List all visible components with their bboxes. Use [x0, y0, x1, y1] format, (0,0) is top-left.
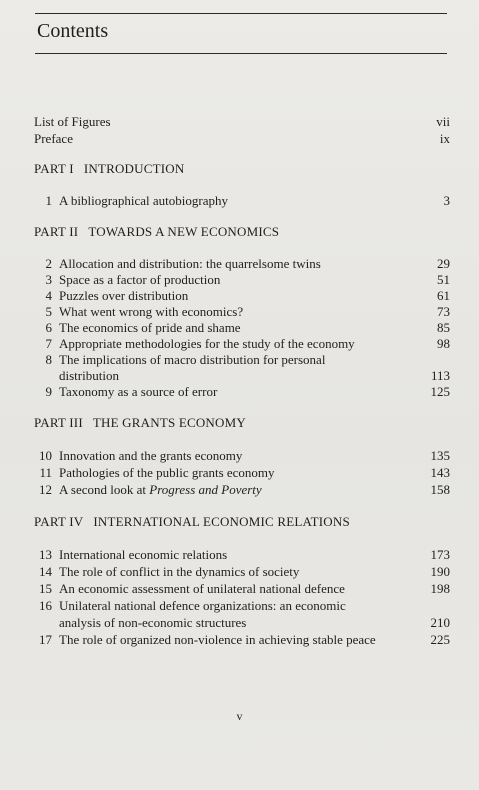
- chapter-title-line2: distribution: [59, 368, 119, 383]
- chapter-page: 125: [430, 384, 450, 399]
- chapter-title: Space as a factor of production: [59, 272, 221, 287]
- chapter-title: A bibliographical autobiography: [59, 193, 228, 208]
- part-heading-3: [34, 414, 450, 432]
- chapter-page: 85: [437, 320, 450, 335]
- chapter-number: 11: [39, 465, 52, 480]
- chapter-page: 113: [430, 368, 450, 383]
- part-title: TOWARDS A NEW ECONOMICS: [88, 224, 280, 239]
- toc-entry-14: [34, 563, 450, 581]
- chapter-title-italic: Progress and Poverty: [149, 482, 262, 497]
- chapter-page: 190: [430, 564, 450, 579]
- chapter-title: Allocation and distribution: the quarrelsome twins: [59, 256, 321, 271]
- chapter-page: 51: [437, 272, 450, 287]
- chapter-number: 2: [45, 256, 52, 271]
- chapter-title: Puzzles over distribution: [59, 288, 189, 303]
- part-label: PART IV: [34, 514, 84, 529]
- part-label: PART I: [34, 161, 74, 176]
- chapter-title: Innovation and the grants economy: [59, 448, 243, 463]
- chapter-number: 7: [45, 336, 52, 351]
- chapter-number: 9: [45, 384, 52, 399]
- toc-entry-1: [34, 192, 450, 210]
- chapter-page: 143: [430, 465, 450, 480]
- chapter-number: 5: [45, 304, 52, 319]
- toc-entry-12: [34, 481, 450, 499]
- chapter-page: 61: [437, 288, 450, 303]
- chapter-title: The role of organized non-violence in achieving stable peace: [59, 632, 376, 647]
- part-title: THE GRANTS ECONOMY: [92, 415, 246, 430]
- chapter-number: 14: [39, 564, 52, 579]
- chapter-number: 10: [39, 448, 52, 463]
- chapter-number: 8: [45, 352, 52, 367]
- chapter-number: 17: [39, 632, 52, 647]
- chapter-title: Taxonomy as a source of error: [59, 384, 218, 399]
- toc-entry-17: [34, 631, 450, 649]
- chapter-number: 6: [45, 320, 52, 335]
- toc-entry-16-line1: [34, 597, 450, 615]
- toc-entry-title: Preface: [34, 131, 73, 146]
- chapter-title: The economics of pride and shame: [59, 320, 241, 335]
- toc-entry-13: [34, 546, 450, 564]
- chapter-page: 3: [443, 193, 450, 208]
- toc-entry-15: [34, 580, 450, 598]
- part-label: PART II: [34, 224, 79, 239]
- part-heading-4: [34, 513, 450, 531]
- chapter-number: 13: [39, 547, 52, 562]
- chapter-number: 4: [45, 288, 52, 303]
- chapter-number: 1: [45, 193, 52, 208]
- chapter-title: The role of conflict in the dynamics of society: [59, 564, 300, 579]
- toc-entry-preface: [34, 130, 450, 148]
- page-folio: v: [236, 709, 243, 723]
- part-heading-1: [34, 160, 450, 178]
- chapter-title-line1: Unilateral national defence organizations: an economic: [59, 598, 346, 613]
- toc-entry-16-line2: [34, 614, 450, 632]
- toc-entry-title: List of Figures: [34, 114, 111, 129]
- chapter-title-prefix: A second look at: [59, 482, 150, 497]
- chapter-page: 135: [430, 448, 450, 463]
- top-rule: [35, 13, 447, 14]
- toc-entry-page: vii: [436, 114, 450, 129]
- chapter-title: Appropriate methodologies for the study of the economy: [59, 336, 355, 351]
- title-underline-rule: [35, 53, 447, 54]
- chapter-title: [59, 481, 398, 499]
- chapter-title: International economic relations: [59, 547, 228, 562]
- page-title: Contents: [37, 20, 109, 42]
- part-title: INTERNATIONAL ECONOMIC RELATIONS: [93, 514, 350, 529]
- toc-entry-list-of-figures: [34, 113, 450, 131]
- chapter-page: 158: [430, 482, 450, 497]
- chapter-title: An economic assessment of unilateral national defence: [59, 581, 345, 596]
- part-label: PART III: [34, 415, 83, 430]
- chapter-number: 3: [45, 272, 52, 287]
- part-heading-2: [34, 223, 450, 241]
- chapter-page: 29: [437, 256, 450, 271]
- chapter-title-line2: analysis of non-economic structures: [59, 615, 247, 630]
- chapter-title: What went wrong with economics?: [59, 304, 244, 319]
- chapter-number: 12: [39, 482, 52, 497]
- chapter-number: 16: [39, 598, 52, 613]
- chapter-title: Pathologies of the public grants economy: [59, 465, 275, 480]
- chapter-page: 98: [437, 336, 450, 351]
- toc-entry-page: ix: [439, 131, 450, 146]
- toc-entry-9: [34, 383, 450, 401]
- chapter-page: 198: [430, 581, 450, 596]
- chapter-number: 15: [39, 581, 52, 596]
- chapter-title-line1: The implications of macro distribution for personal: [59, 352, 326, 367]
- toc-entry-11: [34, 464, 450, 482]
- chapter-page: 225: [430, 632, 450, 647]
- chapter-page: 73: [437, 304, 450, 319]
- chapter-page: 173: [430, 547, 450, 562]
- toc-entry-10: [34, 447, 450, 465]
- chapter-page: 210: [430, 615, 450, 630]
- part-title: INTRODUCTION: [83, 161, 185, 176]
